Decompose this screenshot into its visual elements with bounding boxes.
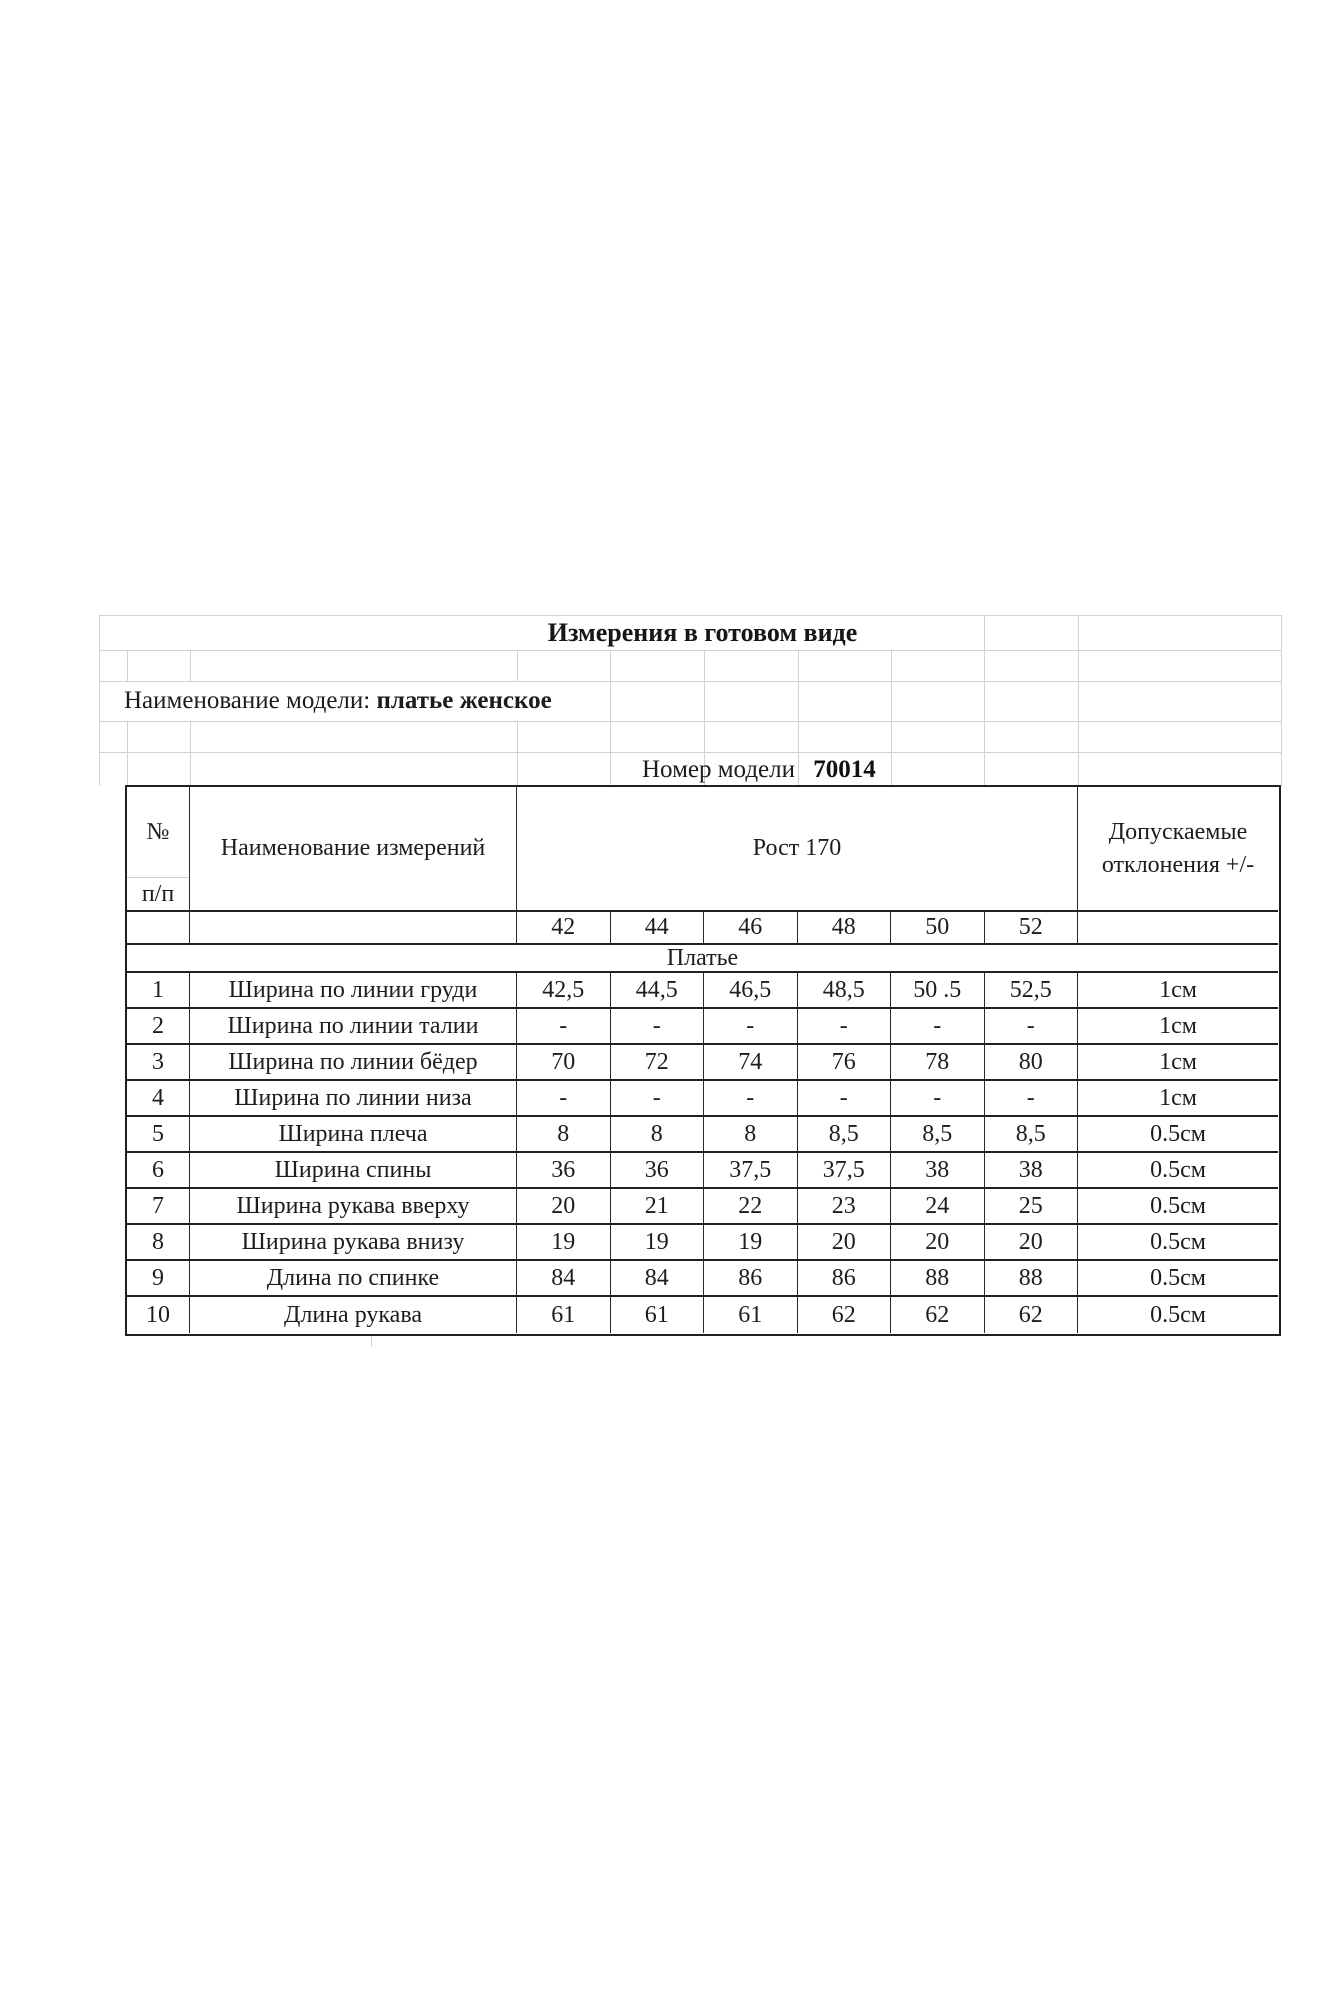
row-value-cell: 84 <box>611 1261 705 1297</box>
gridline-v <box>984 752 985 786</box>
row-value-cell: - <box>891 1081 985 1117</box>
row-value-cell: - <box>704 1009 798 1045</box>
row-value-cell: - <box>985 1081 1079 1117</box>
row-num-cell: 1 <box>127 973 190 1009</box>
row-value-cell: 61 <box>611 1297 705 1333</box>
row-value-cell: 20 <box>798 1225 892 1261</box>
gridline-v <box>517 752 518 786</box>
gridline-v <box>798 721 799 752</box>
row-value-cell: - <box>891 1009 985 1045</box>
header-number-cell <box>127 787 190 912</box>
row-tolerance-cell: 1см <box>1078 1009 1278 1045</box>
section-label: Платье <box>127 945 1278 973</box>
row-name-cell: Ширина по линии бёдер <box>190 1045 517 1081</box>
row-value-cell: 70 <box>517 1045 611 1081</box>
row-value-cell: 21 <box>611 1189 705 1225</box>
size-header: 44 <box>611 912 705 945</box>
sizes-row-empty-name <box>190 912 517 945</box>
model-number-value: 70014 <box>813 756 876 783</box>
row-value-cell: 48,5 <box>798 973 892 1009</box>
row-value-cell: 8 <box>517 1117 611 1153</box>
gridline-v <box>190 752 191 786</box>
row-value-cell: 74 <box>704 1045 798 1081</box>
row-value-cell: 37,5 <box>704 1153 798 1189</box>
row-tolerance-cell: 0.5см <box>1078 1225 1278 1261</box>
header-tolerance <box>1078 787 1278 912</box>
row-tolerance-cell: 0.5см <box>1078 1117 1278 1153</box>
row-value-cell: 86 <box>798 1261 892 1297</box>
gridline-v <box>190 721 191 752</box>
row-value-cell: 8,5 <box>985 1117 1079 1153</box>
model-number-label: Номер модели <box>641 756 795 783</box>
gridline-v <box>99 615 100 650</box>
row-value-cell: 38 <box>985 1153 1079 1189</box>
row-value-cell: 76 <box>798 1045 892 1081</box>
gridline-h <box>99 721 1281 722</box>
gridline-v <box>610 752 611 786</box>
model-name-value: платье женское <box>376 687 552 714</box>
gridline-v <box>610 650 611 681</box>
row-value-cell: 8 <box>704 1117 798 1153</box>
row-value-cell: 88 <box>985 1261 1079 1297</box>
gridline-v <box>798 650 799 681</box>
gridline-v <box>127 752 128 786</box>
size-header: 48 <box>798 912 892 945</box>
row-value-cell: 25 <box>985 1189 1079 1225</box>
row-name-cell: Ширина спины <box>190 1153 517 1189</box>
gridline-v <box>517 721 518 752</box>
row-tolerance-cell: 1см <box>1078 1081 1278 1117</box>
row-value-cell: - <box>798 1081 892 1117</box>
sizes-row-empty-tolerance <box>1078 912 1278 945</box>
row-value-cell: - <box>985 1009 1079 1045</box>
gridline-v <box>704 650 705 681</box>
gridline-v <box>891 650 892 681</box>
header-tolerance-line1: Допускаемые <box>1108 818 1248 845</box>
header-number-bottom: п/п <box>141 880 175 907</box>
row-value-cell: 86 <box>704 1261 798 1297</box>
gridline-v <box>610 681 611 721</box>
gridline-v <box>99 681 100 721</box>
gridline-v <box>704 721 705 752</box>
header-tolerance-line2: отклонения +/- <box>1101 851 1255 878</box>
row-value-cell: 62 <box>985 1297 1079 1333</box>
row-value-cell: 84 <box>517 1261 611 1297</box>
row-value-cell: 44,5 <box>611 973 705 1009</box>
row-value-cell: - <box>611 1081 705 1117</box>
size-header: 52 <box>985 912 1079 945</box>
row-value-cell: 8,5 <box>798 1117 892 1153</box>
row-value-cell: 8,5 <box>891 1117 985 1153</box>
gridline-v <box>1078 721 1079 752</box>
row-value-cell: 23 <box>798 1189 892 1225</box>
row-tolerance-cell: 0.5см <box>1078 1153 1278 1189</box>
row-num-cell: 3 <box>127 1045 190 1081</box>
size-header: 46 <box>704 912 798 945</box>
gridline-v <box>984 721 985 752</box>
gridline-v <box>517 650 518 681</box>
row-name-cell: Ширина по линии талии <box>190 1009 517 1045</box>
row-value-cell: 20 <box>985 1225 1079 1261</box>
row-value-cell: 50 .5 <box>891 973 985 1009</box>
gridline-v <box>1281 615 1282 650</box>
header-height-group: Рост 170 <box>517 787 1078 912</box>
row-value-cell: 19 <box>704 1225 798 1261</box>
row-num-cell: 9 <box>127 1261 190 1297</box>
row-value-cell: 62 <box>798 1297 892 1333</box>
gridline-v <box>190 650 191 681</box>
row-value-cell: 36 <box>611 1153 705 1189</box>
row-name-cell: Ширина по линии низа <box>190 1081 517 1117</box>
row-value-cell: 72 <box>611 1045 705 1081</box>
gridline-v <box>984 650 985 681</box>
gridline-v <box>891 752 892 786</box>
sheet-title: Измерения в готовом виде <box>547 618 858 647</box>
row-name-cell: Ширина рукава внизу <box>190 1225 517 1261</box>
gridline-v <box>1281 752 1282 786</box>
row-value-cell: 38 <box>891 1153 985 1189</box>
row-tolerance-cell: 0.5см <box>1078 1189 1278 1225</box>
row-name-cell: Ширина по линии груди <box>190 973 517 1009</box>
row-value-cell: 62 <box>891 1297 985 1333</box>
row-value-cell: 20 <box>517 1189 611 1225</box>
sizes-row-empty-num <box>127 912 190 945</box>
gridline-v <box>984 681 985 721</box>
row-tolerance-cell: 0.5см <box>1078 1261 1278 1297</box>
gridline-v <box>1281 650 1282 681</box>
row-value-cell: 78 <box>891 1045 985 1081</box>
row-tolerance-cell: 1см <box>1078 1045 1278 1081</box>
header-number-top: № <box>146 818 170 845</box>
row-value-cell: - <box>517 1009 611 1045</box>
gridline-h <box>99 650 1281 651</box>
size-header: 42 <box>517 912 611 945</box>
size-header: 50 <box>891 912 985 945</box>
gridline-v <box>891 681 892 721</box>
model-name-row <box>124 681 552 721</box>
row-value-cell: 19 <box>517 1225 611 1261</box>
row-value-cell: 88 <box>891 1261 985 1297</box>
gridline-v <box>704 681 705 721</box>
row-value-cell: 19 <box>611 1225 705 1261</box>
row-value-cell: 22 <box>704 1189 798 1225</box>
gridline-v <box>99 721 100 752</box>
row-tolerance-cell: 0.5см <box>1150 1301 1206 1328</box>
row-name-cell: Длина по спинке <box>190 1261 517 1297</box>
row-name-cell: Длина рукава <box>190 1297 517 1333</box>
row-num-cell: 7 <box>127 1189 190 1225</box>
gridline-v <box>1281 681 1282 721</box>
gridline-v <box>610 721 611 752</box>
measurements-table <box>125 785 1281 1336</box>
row-value-cell: 37,5 <box>798 1153 892 1189</box>
row-num-cell: 5 <box>127 1117 190 1153</box>
row-value-cell: 61 <box>517 1297 611 1333</box>
row-num-cell: 4 <box>127 1081 190 1117</box>
row-value-cell: - <box>611 1009 705 1045</box>
row-num-cell: 10 <box>127 1297 190 1333</box>
gridline-v <box>99 752 100 786</box>
row-num-cell: 6 <box>127 1153 190 1189</box>
model-name-label: Наименование модели: <box>124 687 371 714</box>
gridline-v <box>1078 650 1079 681</box>
row-value-cell: 36 <box>517 1153 611 1189</box>
row-value-cell: 61 <box>704 1297 798 1333</box>
row-value-cell: 42,5 <box>517 973 611 1009</box>
row-tolerance-cell: 1см <box>1078 973 1278 1009</box>
gridline-v <box>127 721 128 752</box>
row-value-cell: - <box>517 1081 611 1117</box>
row-name-cell: Ширина рукава вверху <box>190 1189 517 1225</box>
row-value-cell: 8 <box>611 1117 705 1153</box>
gridline-v <box>798 681 799 721</box>
gridline-v <box>1078 752 1079 786</box>
row-num-cell: 8 <box>127 1225 190 1261</box>
gridline-v <box>1281 721 1282 752</box>
row-value-cell: 20 <box>891 1225 985 1261</box>
row-name-cell: Ширина плеча <box>190 1117 517 1153</box>
row-value-cell: 46,5 <box>704 973 798 1009</box>
row-num-cell: 2 <box>127 1009 190 1045</box>
gridline-v <box>99 650 100 681</box>
row-value-cell: - <box>704 1081 798 1117</box>
row-value-cell: 52,5 <box>985 973 1079 1009</box>
row-value-cell: 80 <box>985 1045 1079 1081</box>
gridline-v <box>127 650 128 681</box>
header-measurement-name: Наименование измерений <box>190 787 517 912</box>
row-value-cell: - <box>798 1009 892 1045</box>
row-value-cell: 24 <box>891 1189 985 1225</box>
gridline-v <box>1078 681 1079 721</box>
gridline-v <box>891 721 892 752</box>
